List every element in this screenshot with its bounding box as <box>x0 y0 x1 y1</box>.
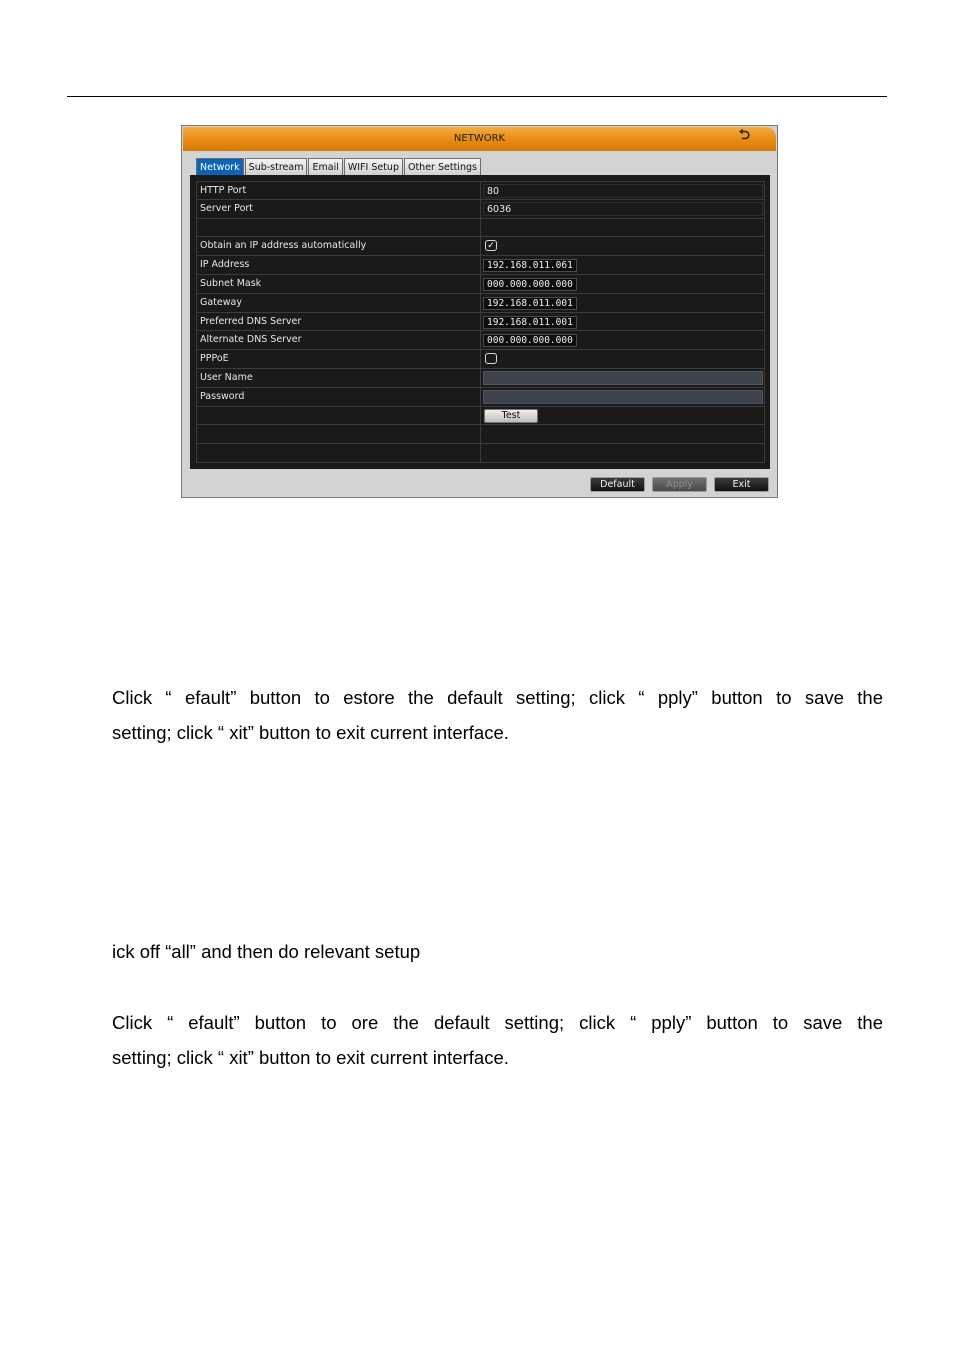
settings-row-empty <box>196 219 765 238</box>
settings-row <box>196 181 765 200</box>
settings-row <box>196 200 765 219</box>
user-name-label: User Name <box>196 369 481 387</box>
tab-email[interactable]: Email <box>308 158 342 175</box>
obtain-ip-label: Obtain an IP address automatically <box>196 237 481 255</box>
http-port-label: HTTP Port <box>196 182 481 199</box>
pppoe-checkbox[interactable] <box>485 353 497 364</box>
subnet-mask-input[interactable]: 000.000.000.000 <box>483 278 577 291</box>
user-name-input[interactable] <box>483 371 763 385</box>
settings-row <box>196 275 765 294</box>
paragraph-line: setting; click “ xit” button to exit current interface. <box>112 722 509 743</box>
subnet-mask-label: Subnet Mask <box>196 275 481 293</box>
alternate-dns-input[interactable]: 000.000.000.000 <box>483 334 577 347</box>
instruction-paragraph-3 <box>112 1005 883 1075</box>
settings-row <box>196 313 765 332</box>
tab-other-settings[interactable]: Other Settings <box>404 158 481 175</box>
settings-row <box>196 331 765 350</box>
instruction-paragraph-2 <box>112 934 883 969</box>
settings-row-empty <box>196 425 765 444</box>
exit-button[interactable]: Exit <box>714 477 769 492</box>
paragraph-line: Click “ efault” button to estore the default setting; click “ pply” button to save the <box>112 687 883 708</box>
password-input[interactable] <box>483 390 763 404</box>
preferred-dns-input[interactable]: 192.168.011.001 <box>483 316 577 329</box>
default-button[interactable]: Default <box>590 477 645 492</box>
paragraph-line: Click “ efault” button to ore the default setting; click “ pply” button to save the <box>112 1012 883 1033</box>
settings-panel <box>190 175 770 469</box>
preferred-dns-label: Preferred DNS Server <box>196 313 481 331</box>
paragraph-line: setting; click “ xit” button to exit current interface. <box>112 1047 509 1068</box>
ip-address-label: IP Address <box>196 256 481 274</box>
apply-button[interactable]: Apply <box>652 477 707 492</box>
network-settings-window <box>181 125 778 498</box>
settings-row <box>196 294 765 313</box>
tab-sub-stream[interactable]: Sub-stream <box>245 158 308 175</box>
test-button[interactable]: Test <box>484 409 538 423</box>
settings-row <box>196 407 765 426</box>
server-port-input[interactable]: 6036 <box>483 202 763 216</box>
title-bar <box>183 127 776 151</box>
alternate-dns-label: Alternate DNS Server <box>196 331 481 349</box>
tab-wifi-setup[interactable]: WIFI Setup <box>344 158 403 175</box>
http-port-input[interactable]: 80 <box>483 184 763 198</box>
tab-network[interactable]: Network <box>196 158 244 175</box>
settings-row <box>196 237 765 256</box>
window-title: NETWORK <box>453 133 506 144</box>
return-arrow-icon[interactable]: ⮌ <box>738 127 750 143</box>
password-label: Password <box>196 388 481 406</box>
settings-row <box>196 350 765 369</box>
settings-row <box>196 388 765 407</box>
settings-grid <box>196 181 765 463</box>
header-rule <box>67 96 887 97</box>
paragraph-line: ick off “all” and then do relevant setup <box>112 941 421 962</box>
server-port-label: Server Port <box>196 200 481 218</box>
settings-row <box>196 256 765 275</box>
instruction-paragraph-1 <box>112 680 883 750</box>
gateway-label: Gateway <box>196 294 481 312</box>
settings-row-empty <box>196 444 765 463</box>
gateway-input[interactable]: 192.168.011.001 <box>483 297 577 310</box>
pppoe-label: PPPoE <box>196 350 481 368</box>
ip-address-input[interactable]: 192.168.011.061 <box>483 259 577 272</box>
tab-bar <box>196 158 482 175</box>
obtain-ip-checkbox[interactable]: ✓ <box>485 240 497 251</box>
settings-row <box>196 369 765 388</box>
